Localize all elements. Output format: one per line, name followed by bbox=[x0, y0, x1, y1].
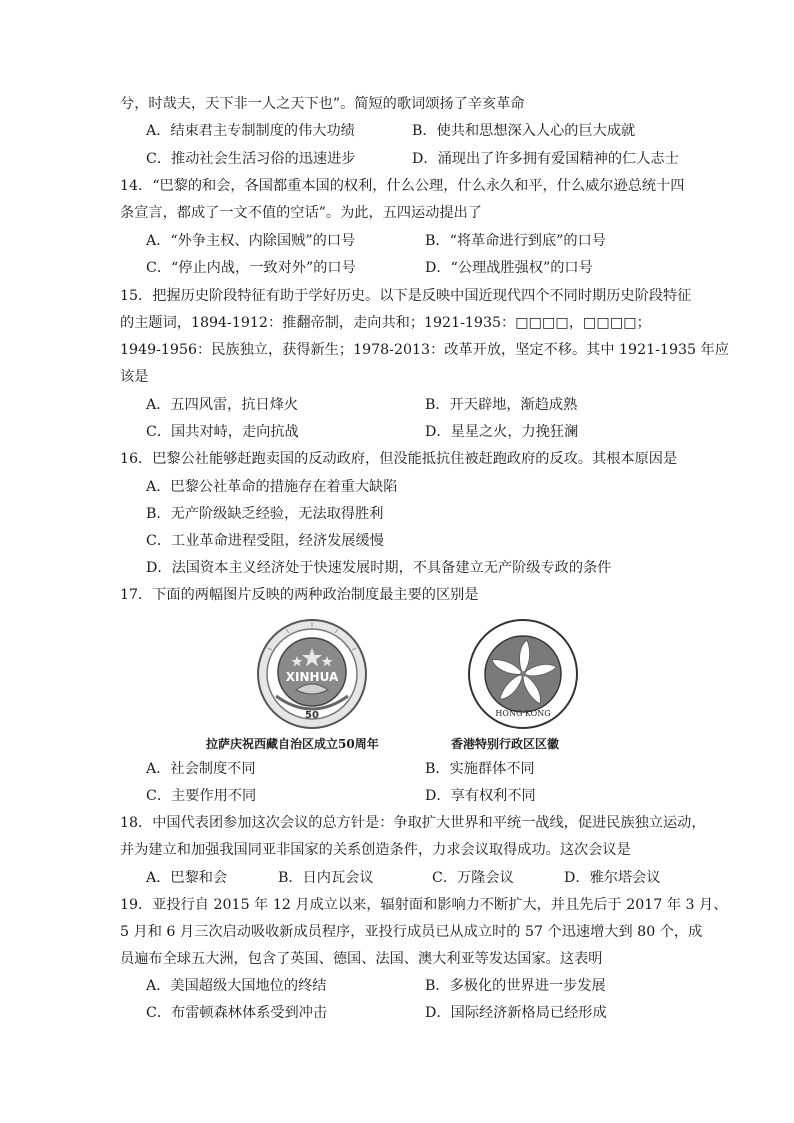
q19-stem-line2: 5 月和 6 月三次启动吸收新成员程序，亚投行成员已从成立时的 57 个迅速增大到 80 个，成 bbox=[120, 924, 703, 940]
q18-option-c: C．万隆会议 bbox=[432, 870, 514, 886]
q17-stem: 17．下面的两幅图片反映的两种政治制度最主要的区别是 bbox=[120, 587, 479, 603]
q15-stem-line4: 该是 bbox=[120, 369, 149, 385]
q19-option-a: A．美国超级大国地位的终结 bbox=[146, 978, 327, 994]
q16-option-a: A．巴黎公社革命的措施存在着重大缺陷 bbox=[146, 479, 398, 495]
q18-option-d: D．雅尔塔会议 bbox=[564, 870, 661, 886]
q18-stem-line2: 并为建立和加强我国同亚非国家的关系创造条件，力求会议取得成功。这次会议是 bbox=[120, 842, 631, 858]
q18-option-a: A．巴黎和会 bbox=[146, 870, 228, 886]
q17-option-a: A．社会制度不同 bbox=[146, 761, 256, 777]
q17-left-caption: 拉萨庆祝西藏自治区成立50周年 bbox=[206, 737, 379, 751]
anniversary-number: 50 bbox=[305, 710, 319, 721]
hong-kong-emblem bbox=[467, 618, 579, 730]
q15-option-b: B．开天辟地，渐趋成熟 bbox=[425, 397, 578, 413]
q13-stem-tail: 兮，时哉夫，天下非一人之天下也”。简短的歌词颂扬了辛亥革命 bbox=[120, 96, 525, 112]
q16-option-c: C．工业革命进程受阻，经济发展缓慢 bbox=[146, 533, 384, 549]
hong-kong-text: HONG KONG bbox=[495, 709, 551, 718]
q13-option-c: C．推动社会生活习俗的迅速进步 bbox=[146, 151, 356, 167]
q14-option-c: C．“停止内战，一致对外”的口号 bbox=[146, 260, 356, 276]
q19-option-c: C．布雷顿森林体系受到冲击 bbox=[146, 1005, 328, 1021]
q16-option-d: D．法国资本主义经济处于快速发展时期，不具备建立无产阶级专政的条件 bbox=[146, 560, 612, 576]
q15-stem-line2: 的主题词，1894-1912：推翻帝制，走向共和；1921-1935：□□□□，□□□□； bbox=[120, 315, 651, 331]
q13-option-d: D．涌现出了许多拥有爱国精神的仁人志士 bbox=[412, 151, 679, 167]
q15-stem-line3: 1949-1956：民族独立，获得新生；1978-2013：改革开放，坚定不移。其中 1921-1935 年应 bbox=[120, 342, 729, 358]
q15-stem-line1: 15．把握历史阶段特征有助于学好历史。以下是反映中国近现代四个不同时期历史阶段特征 bbox=[120, 288, 692, 304]
q19-stem-line1: 19．亚投行自 2015 年 12 月成立以来，辐射面和影响力不断扩大，并且先后于 2017 年 3 月、 bbox=[120, 897, 728, 913]
q19-option-d: D．国际经济新格局已经形成 bbox=[425, 1005, 607, 1021]
q15-option-c: C．国共对峙，走向抗战 bbox=[146, 424, 299, 440]
tibet-anniversary-emblem bbox=[256, 618, 368, 730]
q17-right-caption: 香港特别行政区区徽 bbox=[451, 737, 560, 751]
q14-option-d: D．“公理战胜强权”的口号 bbox=[425, 260, 593, 276]
q14-option-a: A．“外争主权、内除国贼”的口号 bbox=[146, 233, 356, 249]
q14-stem-line2: 条宣言，都成了一文不值的空话”。为此，五四运动提出了 bbox=[120, 205, 482, 221]
q13-option-b: B．使共和思想深入人心的巨大成就 bbox=[412, 123, 636, 139]
q19-stem-line3: 员遍布全球五大洲，包含了英国、德国、法国、澳大利亚等发达国家。这表明 bbox=[120, 951, 603, 967]
q14-stem-line1: 14．“巴黎的和会，各国都重本国的权利，什么公理，什么永久和平，什么威尔逊总统十四 bbox=[120, 178, 685, 194]
q17-option-c: C．主要作用不同 bbox=[146, 788, 257, 804]
q14-option-b: B．“将革命进行到底”的口号 bbox=[425, 233, 606, 249]
q17-option-d: D．享有权利不同 bbox=[425, 788, 536, 804]
q13-option-a: A．结束君主专制制度的伟大功绩 bbox=[146, 123, 355, 139]
q15-option-a: A．五四风雷，抗日烽火 bbox=[146, 397, 299, 413]
q16-stem: 16．巴黎公社能够赶跑卖国的反动政府，但没能抵抗住被赶跑政府的反攻。其根本原因是 bbox=[120, 451, 678, 467]
q15-option-d: D．星星之火，力挽狂澜 bbox=[425, 424, 579, 440]
q17-option-b: B．实施群体不同 bbox=[425, 761, 535, 777]
q16-option-b: B．无产阶级缺乏经验，无法取得胜利 bbox=[146, 506, 384, 522]
xinhua-text: XINHUA bbox=[285, 670, 339, 684]
q18-option-b: B．日内瓦会议 bbox=[278, 870, 374, 886]
q18-stem-line1: 18．中国代表团参加这次会议的总方针是：争取扩大世界和平统一战线，促进民族独立运动， bbox=[120, 815, 706, 831]
q19-option-b: B．多极化的世界进一步发展 bbox=[425, 978, 606, 994]
